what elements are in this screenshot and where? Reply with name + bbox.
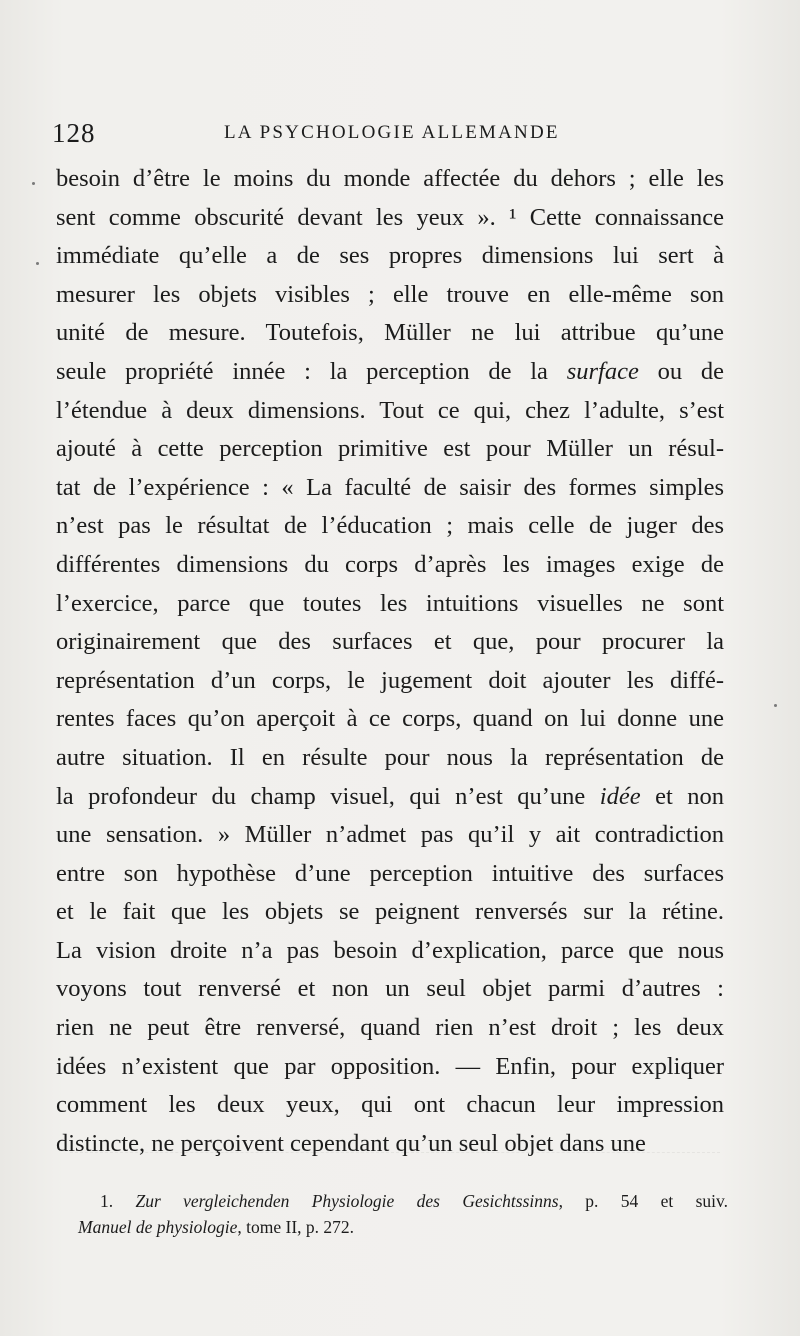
text-line: seule propriété innée : la perception de la surface ou de — [56, 357, 724, 385]
text-line: autre situation. Il en résulte pour nous la représentation de — [56, 743, 724, 771]
running-head: LA PSYCHOLOGIE ALLEMANDE — [224, 122, 560, 143]
text-line: entre son hypothèse d’une perception intuitive des surfaces — [56, 859, 724, 887]
text-line: mesurer les objets visibles ; elle trouve en elle-même son — [56, 280, 724, 308]
text-line: et le fait que les objets se peignent renversés sur la rétine. — [56, 898, 724, 926]
text-line: besoin d’être le moins du monde affectée du dehors ; elle les — [56, 165, 724, 192]
paper-speck — [774, 704, 777, 707]
text-line: ajouté à cette perception primitive est pour Müller un résul- — [56, 435, 724, 463]
show-through — [70, 1152, 720, 1181]
footnotes — [78, 1188, 728, 1240]
text-line: n’est pas le résultat de l’éducation ; mais celle de juger des — [56, 512, 724, 540]
text-line: une sensation. » Müller n’admet pas qu’il y ait contradiction — [56, 821, 724, 849]
text-line: rien ne peut être renversé, quand rien n’est droit ; les deux — [56, 1014, 724, 1042]
text-line: l’exercice, parce que toutes les intuitions visuelles ne sont — [56, 589, 724, 617]
paper-speck — [36, 262, 39, 265]
text-line: rentes faces qu’on aperçoit à ce corps, quand on lui donne une — [56, 705, 724, 733]
text-line: La vision droite n’a pas besoin d’explication, parce que nous — [56, 936, 724, 964]
text-line: différentes dimensions du corps d’après les images exige de — [56, 550, 724, 578]
text-line: voyons tout renversé et non un seul objet parmi d’autres : — [56, 975, 724, 1003]
footnote-line: Manuel de physiologie, tome II, p. 272. — [78, 1217, 355, 1237]
text-line: idées n’existent que par opposition. — Enfin, pour expliquer — [56, 1052, 724, 1080]
text-line: unité de mesure. Toutefois, Müller ne lui attribue qu’une — [56, 319, 724, 347]
footnote-line: 1. Zur vergleichenden Physiologie des Gesichtssinns, p. 54 et suiv. — [100, 1191, 728, 1211]
text-line: représentation d’un corps, le jugement doit ajouter les diffé- — [56, 666, 724, 694]
body-text — [56, 160, 724, 1163]
text-line: comment les deux yeux, qui ont chacun leur impression — [56, 1091, 724, 1119]
text-line: tat de l’expérience : « La faculté de saisir des formes simples — [56, 473, 724, 501]
text-line: la profondeur du champ visuel, qui n’est qu’une idée et non — [56, 782, 724, 810]
paper-speck — [32, 182, 35, 185]
text-line: originairement que des surfaces et que, pour procurer la — [56, 628, 724, 656]
page-header — [52, 118, 722, 154]
text-line: sent comme obscurité devant les yeux ». ¹ Cette connaissance — [56, 203, 724, 231]
text-line: immédiate qu’elle a de ses propres dimensions lui sert à — [56, 242, 724, 270]
text-line: distincte, ne perçoivent cependant qu’un seul objet dans une — [56, 1129, 646, 1157]
text-line: l’étendue à deux dimensions. Tout ce qui, chez l’adulte, s’est — [56, 396, 724, 424]
page-number: 128 — [52, 118, 96, 148]
